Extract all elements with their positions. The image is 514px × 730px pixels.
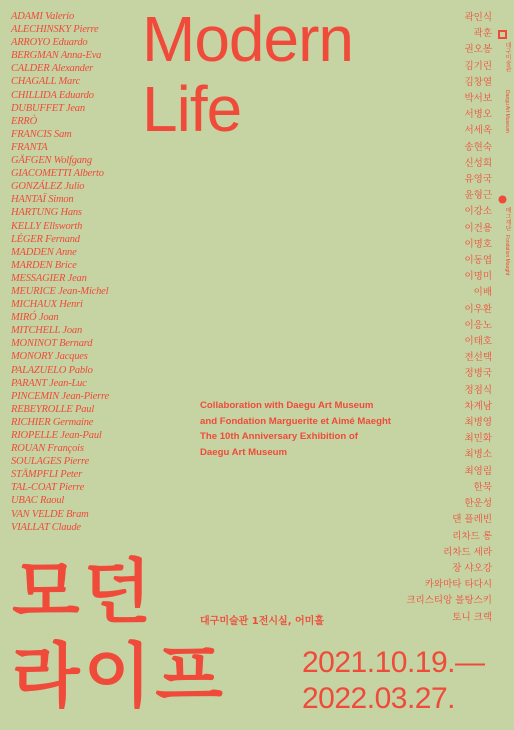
- korean-artist-name: 이동엽: [464, 255, 492, 267]
- title-kr-line-2: 라이프: [12, 635, 227, 717]
- korean-artist-name: 서병오: [464, 109, 492, 121]
- artist-name: REBEYROLLE Paul: [11, 403, 95, 415]
- artist-name: MEURICE Jean-Michel: [11, 285, 109, 297]
- artist-name: VAN VELDE Bram: [11, 508, 89, 520]
- artist-name: RIOPELLE Jean-Paul: [11, 430, 102, 441]
- artist-name: ADAMI Valerio: [11, 11, 75, 22]
- info-line: Daegu Art Museum: [200, 446, 288, 458]
- artist-name: SOULAGES Pierre: [11, 456, 89, 468]
- korean-artist-name: 토니 크랙: [452, 611, 492, 623]
- artist-name: CALDER Alexander: [11, 63, 94, 75]
- artist-name: PARANT Jean-Luc: [11, 377, 87, 389]
- korean-artist-name: 리차드 롱: [452, 530, 492, 542]
- exhibition-info: [200, 398, 410, 460]
- korean-artist-name: 차계남: [464, 400, 492, 412]
- artist-name: ROUAN François: [11, 443, 84, 455]
- korean-artist-name: 리차드 세라: [443, 546, 492, 558]
- end-date: 2022.03.27.: [302, 682, 455, 715]
- korean-title: [12, 550, 312, 718]
- korean-artist-name: 크리스티앙 볼탕스키: [406, 595, 492, 607]
- artist-name: MADDEN Anne: [11, 246, 77, 258]
- artist-name: PALAZUELO Pablo: [11, 364, 93, 376]
- artist-name: GIACOMETTI Alberto: [11, 168, 104, 180]
- daegu-art-museum-logo-en: Daegu Art Museum: [504, 90, 510, 133]
- korean-artist-name: 송현숙: [464, 141, 492, 153]
- venue-text: 대구미술관 1전시실, 어미홀: [200, 616, 324, 627]
- english-title: [142, 4, 412, 144]
- artist-name: MICHAUX Henri: [11, 299, 83, 311]
- korean-artist-name: 박서보: [464, 93, 492, 105]
- artist-name: MONORY Jacques: [11, 351, 88, 363]
- fondation-maeght-logo-text: 매그재단: [504, 207, 510, 231]
- artist-name: TAL-COAT Pierre: [11, 482, 85, 494]
- korean-artist-name: 권오봉: [464, 44, 492, 56]
- fondation-maeght-logo-icon: [498, 195, 507, 204]
- sponsor-logos: [496, 30, 510, 280]
- artist-name: HANTAÏ Simon: [11, 194, 74, 206]
- artist-name: MITCHELL Joan: [11, 325, 83, 337]
- artist-name: MIRÓ Joan: [11, 312, 59, 324]
- korean-artist-name: 최민화: [464, 433, 492, 445]
- artist-name: ALECHINSKY Pierre: [11, 24, 99, 36]
- korean-artist-name: 이명미: [464, 271, 492, 283]
- artist-name: HARTUNG Hans: [11, 207, 82, 219]
- artist-name: ERRÒ: [11, 115, 38, 127]
- korean-artist-name: 최병영: [464, 417, 492, 429]
- korean-artist-name: 김기린: [464, 60, 492, 72]
- korean-artist-name: 곽인식: [464, 12, 492, 23]
- info-line: Collaboration with Daegu Art Museum: [200, 400, 374, 411]
- artist-name: LÉGER Fernand: [11, 233, 80, 245]
- international-artist-list: [11, 10, 151, 534]
- info-line: and Fondation Marguerite et Aimé Maeght: [200, 415, 391, 427]
- artist-name: CHAGALL Marc: [11, 76, 81, 88]
- artist-name: CHILLIDA Eduardo: [11, 89, 94, 101]
- korean-artist-name: 김창열: [464, 76, 492, 88]
- korean-artist-name: 윤형근: [464, 190, 492, 202]
- korean-artist-name: 신성희: [464, 157, 492, 169]
- korean-artist-name: 카와마타 타다시: [424, 579, 492, 591]
- korean-artist-name: 최영림: [464, 465, 492, 477]
- artist-name: PINCEMIN Jean-Pierre: [11, 390, 109, 402]
- artist-name: UBAC Raoul: [11, 495, 65, 507]
- korean-artist-name: 이건용: [464, 222, 492, 234]
- artist-name: GÄFGEN Wolfgang: [11, 155, 92, 167]
- korean-artist-name: 곽훈: [473, 28, 492, 40]
- korean-artist-name: 이명호: [464, 238, 492, 250]
- artist-name: MESSAGIER Jean: [11, 272, 87, 284]
- korean-artist-name: 이응노: [464, 319, 492, 331]
- exhibition-dates: [302, 645, 507, 717]
- fondation-maeght-logo-en: Fondation Maeght: [504, 235, 510, 276]
- title-en-line-2: Life: [142, 73, 242, 145]
- artist-name: RICHIER Germaine: [11, 416, 94, 428]
- korean-artist-name: 장 샤오강: [452, 562, 492, 574]
- korean-artist-name: 한묵: [473, 481, 492, 493]
- artist-name: VIALLAT Claude: [11, 521, 81, 533]
- korean-artist-name: 이배: [473, 287, 492, 299]
- daegu-art-museum-logo-text: 대구미술관: [504, 42, 510, 72]
- artist-name: FRANTA: [11, 141, 48, 153]
- korean-artist-name: 전선택: [464, 352, 492, 364]
- daegu-art-museum-logo-icon: [498, 30, 507, 39]
- artist-name: DUBUFFET Jean: [11, 102, 85, 114]
- korean-artist-name: 유영국: [464, 174, 492, 186]
- artist-name: FRANCIS Sam: [11, 128, 72, 140]
- artist-name: ARROYO Eduardo: [11, 37, 88, 49]
- korean-artist-name: 댄 플레빈: [452, 514, 492, 526]
- korean-artist-name: 정점식: [464, 384, 492, 396]
- korean-artist-name: 정병국: [464, 368, 492, 380]
- korean-artist-name: 최병소: [464, 449, 492, 461]
- artist-name: MARDEN Brice: [11, 259, 77, 271]
- title-kr-line-1: 모던: [12, 551, 156, 633]
- korean-artist-name: 이태호: [464, 336, 492, 348]
- artist-name: BERGMAN Anna-Eva: [11, 50, 102, 62]
- korean-artist-name: 서세옥: [464, 125, 492, 137]
- title-en-line-1: Modern: [142, 3, 353, 75]
- artist-name: GONZÁLEZ Julio: [11, 181, 85, 193]
- artist-name: STÄMPFLI Peter: [11, 469, 82, 481]
- artist-name: MONINOT Bernard: [11, 338, 93, 350]
- info-line: The 10th Anniversary Exhibition of: [200, 431, 358, 442]
- start-date: 2021.10.19.—: [302, 646, 485, 679]
- artist-name: KELLY Ellsworth: [11, 220, 83, 232]
- korean-artist-name: 한운성: [464, 498, 492, 510]
- korean-artist-list: [382, 10, 492, 626]
- korean-artist-name: 이강소: [464, 206, 492, 218]
- korean-artist-name: 이우환: [464, 303, 492, 315]
